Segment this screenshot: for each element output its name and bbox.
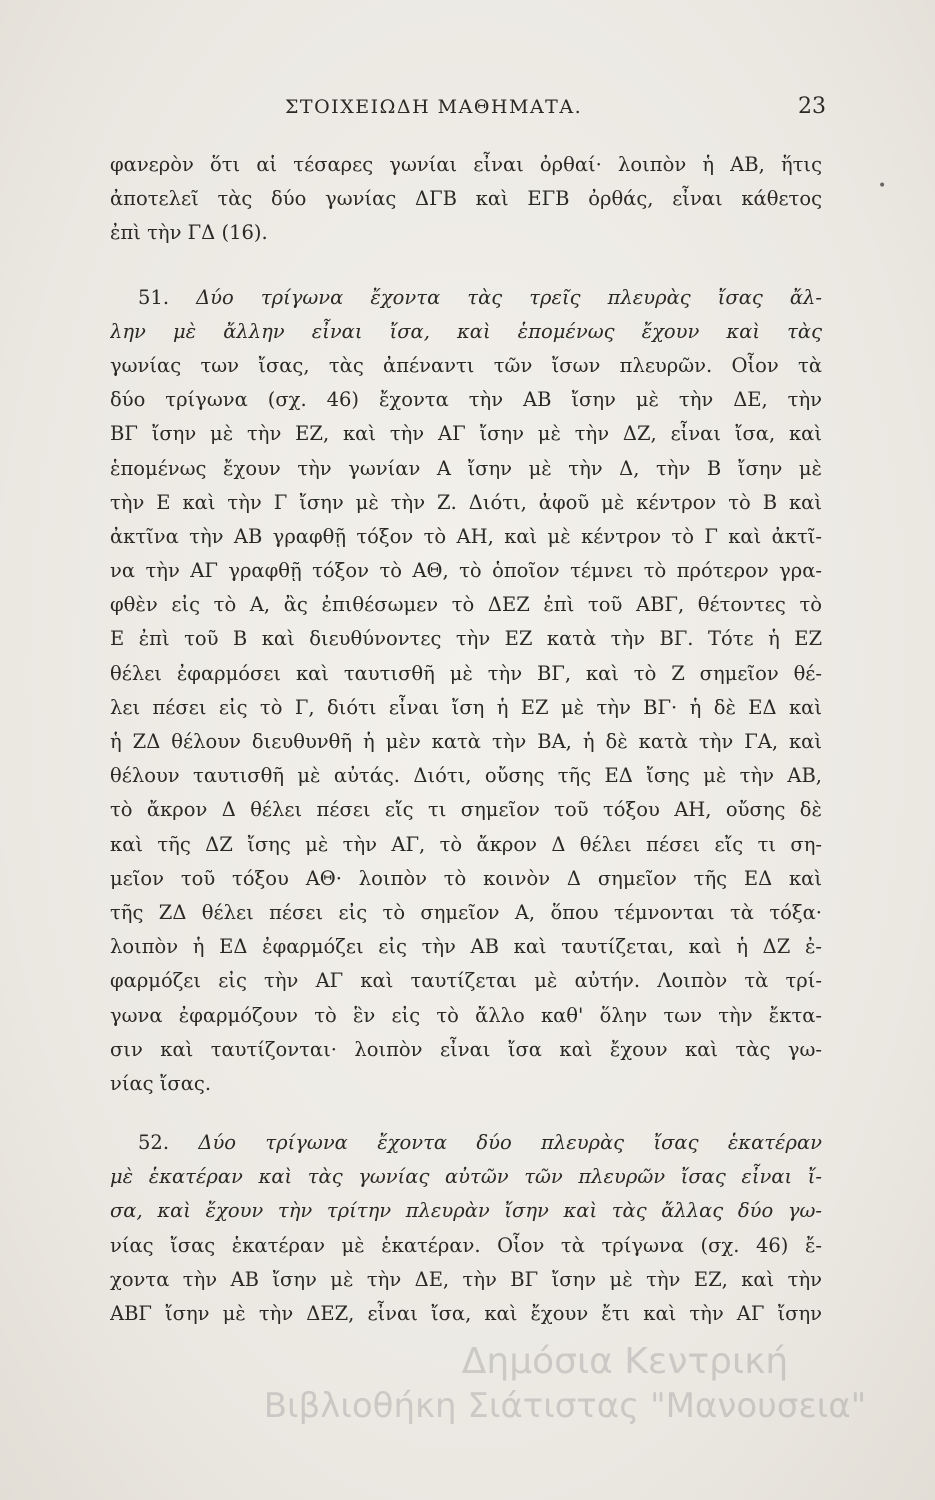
theorem-statement: Δύο τρίγωνα ἔχοντα δύο πλευρὰς ἴσας ἑκατέραν [198, 1131, 822, 1155]
paragraph-continuation [110, 148, 822, 251]
text-line: λην μὲ ἄλλην εἶναι ἴσα, καὶ ἑπομένως ἔχουν καὶ τὰς [110, 319, 822, 343]
text-line: σιν καὶ ταυτίζονται· λοιπὸν εἶναι ἴσα καὶ ἔχουν καὶ τὰς γω- [110, 1037, 822, 1061]
running-title: ΣΤΟΙΧΕΙΩΔΗ ΜΑΘΗΜΑΤΑ. [285, 96, 583, 118]
text-line: καὶ τῆς ΔΖ ἴσης μὲ τὴν ΑΓ, τὸ ἄκρον Δ θέλει πέσει εἴς τι ση- [110, 832, 822, 856]
text-line: σα, καὶ ἔχουν τὴν τρίτην πλευρὰν ἴσην καὶ τὰς ἄλλας δύο γω- [110, 1199, 822, 1223]
text-line: νίας ἴσας. [110, 1071, 212, 1095]
page-number: 23 [798, 94, 826, 119]
text-line: ἐπὶ τὴν ΓΔ (16). [110, 221, 268, 245]
text-line: ἀκτῖνα τὴν ΑΒ γραφθῇ τόξον τὸ ΑΗ, καὶ μὲ κέντρον τὸ Γ καὶ ἀκτῖ- [110, 524, 822, 548]
text-line: τῆς ΖΔ θέλει πέσει εἰς τὸ σημεῖον Α, ὅπου τέμνονται τὰ τόξα· [110, 900, 822, 924]
paragraph-51 [110, 281, 822, 1102]
text-line: νίας ἴσας ἑκατέραν μὲ ἑκατέραν. Οἷον τὰ τρίγωνα (σχ. 46) ἔ- [110, 1233, 822, 1257]
paragraph-gap [110, 1101, 822, 1126]
text-line: ἡ ΖΔ θέλουν διευθυνθῆ ἡ μὲν κατὰ τὴν ΒΑ, ἡ δὲ κατὰ τὴν ΓΑ, καὶ [110, 730, 822, 753]
library-watermark [215, 1340, 915, 1428]
text-line: μὲ ἑκατέραν καὶ τὰς γωνίας αὐτῶν τῶν πλευρῶν ἴσας εἶναι ἴ- [110, 1165, 822, 1189]
section-number: 52. [138, 1131, 170, 1155]
section-number: 51. [138, 285, 170, 309]
watermark-line: Δημόσια Κεντρική [461, 1341, 789, 1382]
text-line: μεῖον τοῦ τόξου ΑΘ· λοιπὸν τὸ κοινὸν Δ σημεῖον τῆς ΕΔ καὶ [110, 866, 822, 890]
theorem-statement: Δύο τρίγωνα ἔχοντα τὰς τρεῖς πλευρὰς ἴσας ἄλ- [196, 285, 822, 309]
text-line: ΑΒΓ ἴσην μὲ τὴν ΔΕΖ, εἶναι ἴσα, καὶ ἔχουν ἔτι καὶ τὴν ΑΓ ἴσην [110, 1302, 822, 1325]
margin-dot: • [878, 178, 887, 194]
text-line: τὴν Ε καὶ τὴν Γ ἴσην μὲ τὴν Ζ. Διότι, ἀφοῦ μὲ κέντρον τὸ Β καὶ [110, 490, 822, 514]
text-line: φθὲν εἰς τὸ Α, ἂς ἐπιθέσωμεν τὸ ΔΕΖ ἐπὶ τοῦ ΑΒΓ, θέτοντες τὸ [110, 593, 822, 617]
text-line: Ε ἐπὶ τοῦ Β καὶ διευθύνοντες τὴν ΕΖ κατὰ τὴν ΒΓ. Τότε ἡ ΕΖ [110, 627, 822, 651]
body-text [110, 148, 822, 1331]
paragraph-52 [110, 1126, 822, 1331]
text-line: γωνίας των ἴσας, τὰς ἀπέναντι τῶν ἴσων πλευρῶν. Οἷον τὰ [110, 353, 822, 377]
text-line: θέλουν ταυτισθῆ μὲ αὐτάς. Διότι, οὔσης τῆς ΕΔ ἴσης μὲ τὴν ΑΒ, [110, 764, 822, 788]
text-line: λοιπὸν ἡ ΕΔ ἐφαρμόζει εἰς τὴν ΑΒ καὶ ταυτίζεται, καὶ ἡ ΔΖ ἐ- [110, 935, 822, 959]
text-line: θέλει ἐφαρμόσει καὶ ταυτισθῆ μὲ τὴν ΒΓ, καὶ τὸ Ζ σημεῖον θέ- [110, 661, 822, 685]
watermark-line: Βιβλιοθήκη Σιάτιστας "Μανουσεια" [263, 1386, 867, 1426]
text-line: φαρμόζει εἰς τὴν ΑΓ καὶ ταυτίζεται μὲ αὐτήν. Λοιπὸν τὰ τρί- [110, 969, 822, 993]
text-line [110, 1126, 822, 1160]
text-line: γωνα ἐφαρμόζουν τὸ ἓν εἰς τὸ ἄλλο καθ' ὅλην των τὴν ἔκτα- [110, 1003, 822, 1027]
text-line: δύο τρίγωνα (σχ. 46) ἔχοντα τὴν ΑΒ ἴσην μὲ τὴν ΔΕ, τὴν [110, 388, 822, 412]
paragraph-gap [110, 251, 822, 281]
text-line: τὸ ἄκρον Δ θέλει πέσει εἴς τι σημεῖον τοῦ τόξου ΑΗ, οὔσης δὲ [110, 798, 822, 822]
text-line: ἑπομένως ἔχουν τὴν γωνίαν Α ἴσην μὲ τὴν Δ, τὴν Β ἴσην μὲ [110, 456, 822, 480]
text-line: να τὴν ΑΓ γραφθῇ τόξον τὸ ΑΘ, τὸ ὁποῖον τέμνει τὸ πρότερον γρα- [110, 559, 822, 583]
text-line: λει πέσει εἰς τὸ Γ, διότι εἶναι ἴση ἡ ΕΖ μὲ τὴν ΒΓ· ἡ δὲ ΕΔ καὶ [110, 695, 822, 719]
page-header [110, 96, 830, 126]
text-line: χοντα τὴν ΑΒ ἴσην μὲ τὴν ΔΕ, τὴν ΒΓ ἴσην μὲ τὴν ΕΖ, καὶ τὴν [110, 1267, 822, 1291]
text-line: ἀποτελεῖ τὰς δύο γωνίας ΔΓΒ καὶ ΕΓΒ ὀρθάς, εἶναι κάθετος [110, 187, 822, 211]
text-line [110, 281, 822, 315]
text-line: φανερὸν ὅτι αἱ τέσαρες γωνίαι εἶναι ὀρθαί· λοιπὸν ἡ ΑΒ, ἥτις [110, 153, 822, 176]
text-line: ΒΓ ἴσην μὲ τὴν ΕΖ, καὶ τὴν ΑΓ ἴσην μὲ τὴν ΔΖ, εἶναι ἴσα, καὶ [110, 422, 822, 446]
